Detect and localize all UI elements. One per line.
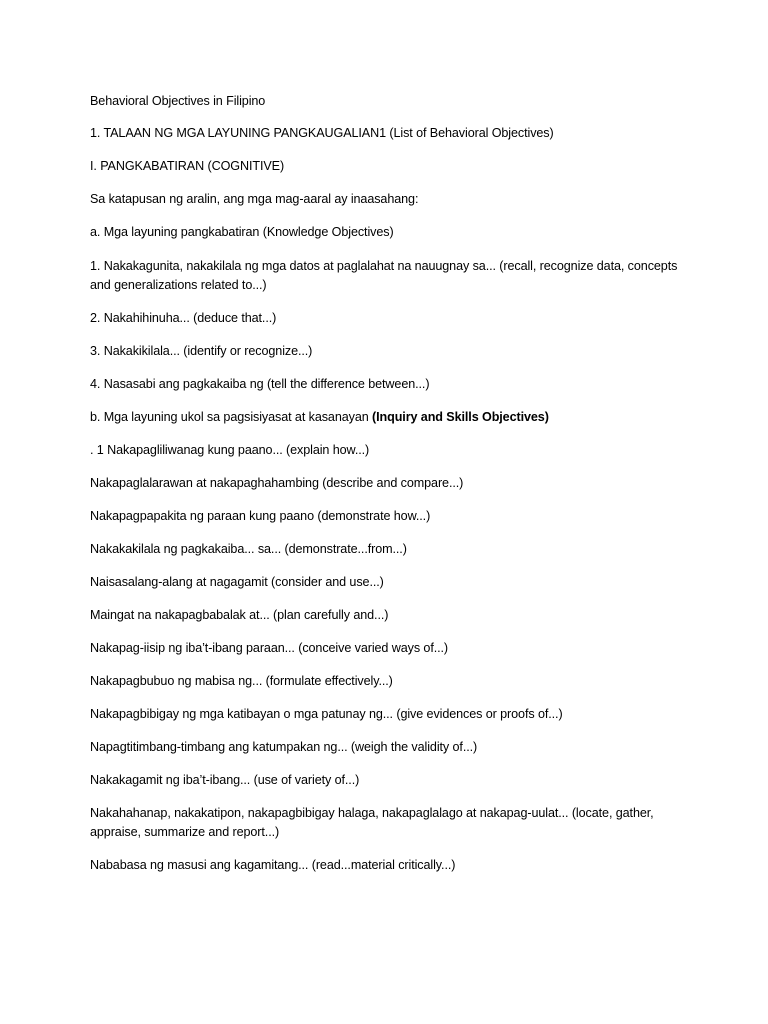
list-item-skills-1: . 1 Nakapagliliwanag kung paano... (explain how...) [90,443,370,457]
subsection-knowledge-objectives: a. Mga layuning pangkabatiran (Knowledge Objectives) [90,225,394,239]
section-cognitive: I. PANGKABATIRAN (COGNITIVE) [90,159,285,173]
list-item-skills-7: Nakapag-iisip ng iba’t-ibang paraan... (conceive varied ways of...) [90,641,449,655]
list-item-skills-10: Napagtitimbang-timbang ang katumpakan ng... (weigh the validity of...) [90,740,478,754]
document-title: Behavioral Objectives in Filipino [90,94,266,108]
list-item-skills-4: Nakakakilala ng pagkakaiba... sa... (demonstrate...from...) [90,542,407,556]
list-item-skills-3: Nakapagpapakita ng paraan kung paano (demonstrate how...) [90,509,431,523]
subsection-inquiry-skills-text: b. Mga layuning ukol sa pagsisiyasat at kasanayan [90,410,373,424]
list-item-skills-12: Nakahahanap, nakakatipon, nakapagbibigay halaga, nakapaglalago at nakapag-uulat... (locate, gather, appraise, summarize and report...) [90,806,654,839]
list-item-knowledge-4: 4. Nasasabi ang pagkakaiba ng (tell the difference between...) [90,377,430,391]
list-item-skills-8: Nakapagbubuo ng mabisa ng... (formulate effectively...) [90,674,393,688]
list-item-skills-13: Nababasa ng masusi ang kagamitang... (read...material critically...) [90,858,456,872]
list-item-knowledge-2: 2. Nakahihinuha... (deduce that...) [90,311,277,325]
subsection-inquiry-skills-english: (Inquiry and Skills Objectives) [372,410,549,424]
list-item-skills-5: Naisasalang-alang at nagagamit (consider and use...) [90,575,384,589]
list-item-skills-9: Nakapagbibigay ng mga katibayan o mga patunay ng... (give evidences or proofs of...) [90,707,563,721]
intro-paragraph: Sa katapusan ng aralin, ang mga mag-aaral ay inaasahang: [90,192,419,206]
subsection-inquiry-skills [90,408,690,427]
list-item-knowledge-1: 1. Nakakagunita, nakakilala ng mga datos at paglalahat na nauugnay sa... (recall, recognize data, concepts and generalizations related to...) [90,259,678,292]
heading-list-of-objectives: 1. TALAAN NG MGA LAYUNING PANGKAUGALIAN1 (List of Behavioral Objectives) [90,126,554,140]
list-item-skills-2: Nakapaglalarawan at nakapaghahambing (describe and compare...) [90,476,464,490]
list-item-skills-6: Maingat na nakapagbabalak at... (plan carefully and...) [90,608,389,622]
list-item-skills-11: Nakakagamit ng iba’t-ibang... (use of variety of...) [90,773,360,787]
list-item-knowledge-3: 3. Nakakikilala... (identify or recognize...) [90,344,313,358]
